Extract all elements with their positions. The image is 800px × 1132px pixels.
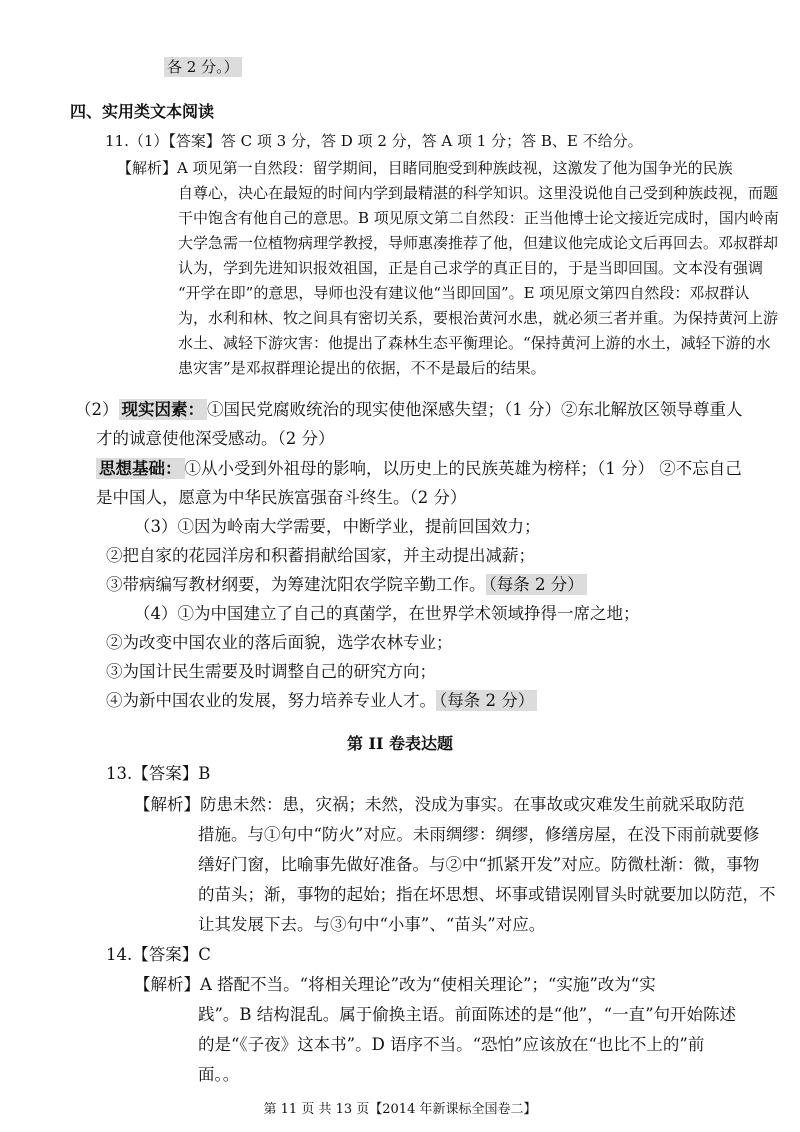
section-heading: 四、实用类文本阅读 — [70, 102, 215, 121]
page-footer: 第 11 页 共 13 页【2014 年新课标全国卷二】 — [263, 1102, 537, 1117]
part4-line: ②为改变中国农业的落后面貌，选学农林专业； — [106, 633, 453, 652]
part3-line: ③带病编写教材纲要，为筹建沈阳农学院辛勤工作。 （每条 2 分） — [106, 574, 587, 596]
q11-analysis-line: 认为，学到先进知识报效祖国，正是自己求学的真正目的，于是当即回国。文本没有强调 — [178, 259, 764, 277]
q14-analysis-line: 的是“《子夜》这本书”。D 语序不当。“恐怕”应该放在“也比不上的”前 — [198, 1035, 705, 1054]
part2-line2: 才的诚意使他深受感动。（2 分） — [96, 429, 335, 448]
q11-analysis-line: 患灾害”是邓叔群理论提出的依据，不不是最后的结果。 — [178, 359, 546, 377]
q13-analysis-line: 的苗头；渐，事物的起始；指在坏思想、坏事或错误刚冒头时就要加以防范，不 — [198, 885, 776, 904]
q14-analysis-line: 面。。 — [198, 1065, 240, 1084]
q14-answer: 14.【答案】C — [106, 945, 211, 964]
score-note: （每条 2 分） — [436, 690, 537, 711]
q13-analysis-line: 让其发展下去。与③句中“小事”、“苗头”对应。 — [198, 915, 546, 934]
part4-line: ④为新中国农业的发展，努力培养专业人才。 （每条 2 分） — [106, 690, 537, 712]
q11-analysis-line: 水土、减轻下游灾害：他提出了森林生态平衡理论。“保持黄河上游的水土，减轻下游的水 — [178, 334, 771, 352]
part2-line3: 思想基础： ①从小受到外祖母的影响，以历史上的民族英雄为榜样；（1 分） ②不忘自己 — [96, 458, 742, 480]
q11-analysis-line: 【解析】A 项见第一自然段：留学期间，目睹同胞受到种族歧视，这激发了他为国争光的民族 — [117, 159, 733, 177]
q13-answer: 13.【答案】B — [106, 764, 211, 783]
q11-analysis-line: 大学急需一位植物病理学教授，导师惠凑推荐了他，但建议他完成论文后再回去。邓叔群却 — [178, 234, 779, 252]
score-note: （每条 2 分） — [486, 574, 587, 595]
part2-heading: 第 II 卷表达题 — [346, 734, 454, 753]
q13-analysis-line: 措施。与①句中“防火”对应。未雨绸缪：绸缪，修缮房屋，在没下雨前就要修 — [198, 825, 760, 844]
part4-line: ③为国计民生需要及时调整自己的研究方向； — [106, 662, 436, 681]
top-note: 各 2 分。） — [164, 57, 242, 77]
q13-analysis-line: 【解析】防患未然：患，灾祸；未然，没成为事实。在事故或灾难发生前就采取防范 — [134, 795, 745, 814]
q11-analysis-line: “开学在即”的意思，导师也没有建议他“当即回国”。E 项见原文第四自然段：邓叔群认 — [178, 284, 750, 302]
part3-line: （3）①因为岭南大学需要，中断学业，提前回国效力； — [134, 517, 541, 536]
q11-answer: 11.（1）【答案】答 C 项 3 分，答 D 项 2 分，答 A 项 1 分；答 B、E 不给分。 — [105, 132, 643, 150]
q11-analysis-line: 自尊心，决心在最短的时间内学到最精湛的科学知识。这里没说他自己受到种族歧视，而题 — [178, 184, 779, 202]
q11-analysis-line: 干中饱含有他自己的意思。B 项见原文第二自然段：正当他博士论文接近完成时，国内岭南 — [178, 209, 779, 227]
part2-line1: （2） 现实因素： ①国民党腐败统治的现实使他深感失望；（1 分）②东北解放区领导尊重人 — [75, 400, 743, 419]
part3-line: ②把自家的花园洋房和积蓄捐献给国家，并主动提出减薪； — [106, 546, 535, 565]
q11-analysis-line: 为，水利和林、牧之间具有密切关系，要根治黄河水患，就必须三者并重。为保持黄河上游 — [178, 309, 779, 327]
part2-line4: 是中国人，愿意为中华民族富强奋斗终生。（2 分） — [96, 488, 467, 507]
q14-analysis-line: 【解析】A 搭配不当。“将相关理论”改为“使相关理论”；“实施”改为“实 — [134, 975, 656, 994]
part4-line: （4）①为中国建立了自己的真菌学，在世界学术领域挣得一席之地； — [134, 604, 640, 623]
q13-analysis-line: 缮好门窗，比喻事先做好准备。与②中“抓紧开发”对应。防微杜渐：微，事物 — [198, 855, 760, 874]
q14-analysis-line: 践”。B 结构混乱。属于偷换主语。前面陈述的是“他”，“一直”句开始陈述 — [198, 1005, 737, 1024]
